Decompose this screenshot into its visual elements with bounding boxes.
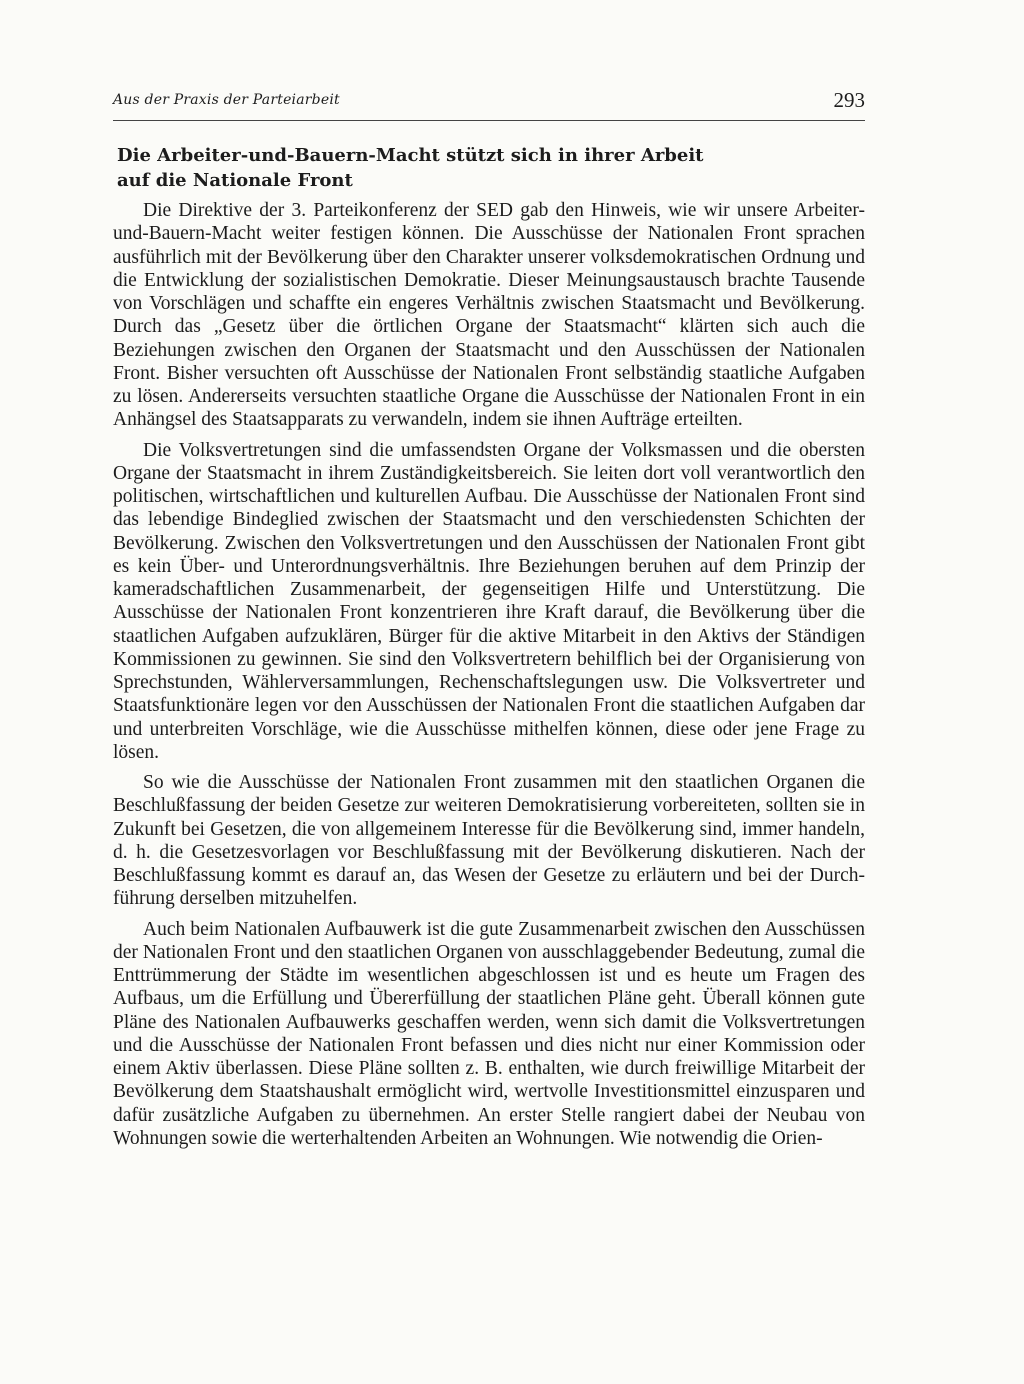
running-head: [113, 90, 865, 116]
article-body: [113, 143, 865, 1157]
paragraph-4: Auch beim Nationalen Aufbauwerk ist die gute Zusammenarbeit zwischen den Ausschüssen der Nationalen Front und den staatlichen Organen von ausschlaggebender Bedeutung, zumal die Enttrümmerung der Städte im wesentlichen abgeschlossen ist und es heute um Fragen des Aufbaus, um die Erfüllung und Übererfüllung der staatlichen Pläne geht. Überall können gute Pläne des Nationalen Aufbauwerks geschaffen werden, wenn sich damit die Volksvertretungen und die Ausschüsse der Nationalen Front befassen und dies nicht nur einer Kommission oder einem Aktiv überlassen. Diese Pläne sollten z. B. enthalten, wie durch freiwillige Mitarbeit der Bevölkerung dem Staatshaushalt ermöglicht wird, wertvolle Investitionsmittel einzusparen und dafür zusätzliche Aufgaben zu übernehmen. An erster Stelle rangiert dabei der Neubau von Wohnungen sowie die werterhaltenden Arbeiten an Wohnungen. Wie notwendig die Orien-: [113, 918, 865, 1149]
paragraph-3: So wie die Ausschüsse der Nationalen Front zusammen mit den staatlichen Organen die Beschlußfassung der beiden Gesetze zur weiteren Demokratisierung vorbereiteten, sollten sie in Zukunft bei Gesetzen, die von allgemeinem Interesse für die Bevölkerung sind, immer handeln, d. h. die Gesetzesvorlagen vor Beschlußfassung mit der Bevölkerung diskutieren. Nach der Beschlußfassung kommt es darauf an, das Wesen der Gesetze zu erläutern und bei der Durchführung derselben mitzuhelfen.: [113, 772, 865, 910]
paragraph-2: Die Volksvertretungen sind die umfassendsten Organe der Volksmassen und die obersten Organe der Staatsmacht in ihrem Zuständigkeitsbereich. Sie leiten dort voll verantwortlich den politischen, wirtschaftlichen und kulturellen Aufbau. Die Ausschüsse der Nationalen Front sind das lebendige Bindeglied zwischen der Staatsmacht und den verschiedensten Schichten der Bevölkerung. Zwischen den Volksvertretungen und den Ausschüssen der Nationalen Front gibt es kein Über- und Unterordnungsverhältnis. Ihre Beziehungen beruhen auf dem Prinzip der kameradschaftlichen Zusammenarbeit, der gegenseitigen Hilfe und Unterstützung. Die Ausschüsse der Nationalen Front konzentrieren ihre Kraft darauf, die Bevölkerung über die staatlichen Aufgaben aufzuklären, Bürger für die aktive Mitarbeit in den Aktivs der Ständigen Kommissionen zu gewinnen. Sie sind den Volksvertretern behilflich bei der Organisierung von Sprechstunden, Wählerversammlungen, Rechenschaftslegungen usw. Die Volksvertreter und Staatsfunktionäre legen vor den Ausschüssen der Nationalen Front die staatlichen Aufgaben dar und unterbreiten Vorschläge, wie die Ausschüsse mithelfen können, diese oder jene Frage zu lösen.: [113, 439, 865, 763]
paragraph-1: Die Direktive der 3. Parteikonferenz der SED gab den Hinweis, wie wir unsere Arbeiter-und-Bauern-Macht weiter festigen können. Die Ausschüsse der Nationalen Front sprachen ausführlich mit der Bevölkerung über den Charakter unserer volksdemokratischen Ordnung und die Entwicklung der sozialistischen Demokratie. Dieser Meinungsaustausch brachte Tausende von Vorschlägen und schaffte ein engeres Verhältnis zwischen Staatsmacht und Bevölkerung. Durch das „Gesetz über die örtlichen Organe der Staatsmacht“ klärten sich auch die Beziehungen zwischen den Organen der Staatsmacht und den Ausschüssen der Nationalen Front. Bisher versuchten oft Ausschüsse der Nationalen Front selbständig staatliche Aufgaben zu lösen. Andererseits versuchten staatliche Organe die Ausschüsse der Nationalen Front in ein Anhängsel des Staatsapparats zu verwandeln, indem sie ihnen Aufträge erteilten.: [113, 200, 865, 431]
article-heading: [113, 143, 865, 193]
running-title: Aus der Praxis der Parteiarbeit: [113, 92, 340, 108]
header-rule: [113, 120, 865, 121]
heading-line-1: Die Arbeiter-und-Bauern-Macht stützt sich in ihrer Arbeit: [117, 145, 704, 166]
page-number: 293: [833, 88, 865, 112]
heading-line-2: auf die Nationale Front: [117, 170, 353, 191]
